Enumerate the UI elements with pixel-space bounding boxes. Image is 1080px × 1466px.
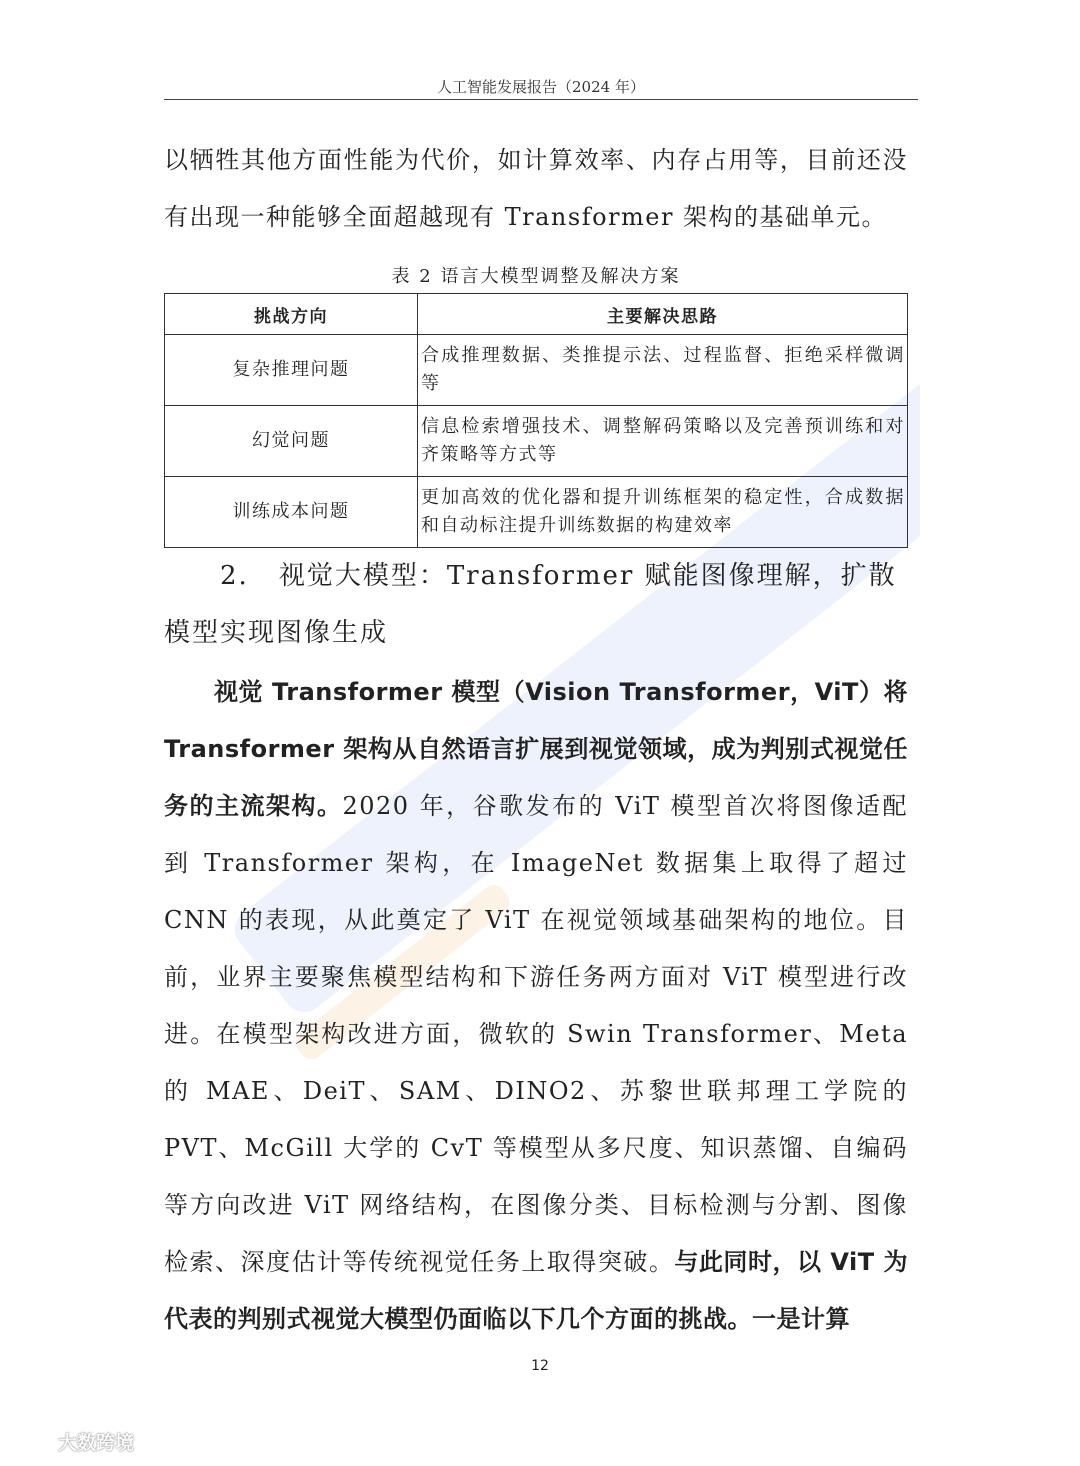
page-number: 12 (531, 1358, 549, 1374)
solution-cell: 信息检索增强技术、调整解码策略以及完善预训练和对齐策略等方式等 (418, 406, 908, 477)
table-row (165, 477, 908, 548)
footer-watermark (10, 1428, 134, 1455)
body-paragraph (164, 664, 908, 1348)
table-caption: 表 2 语言大模型调整及解决方案 (391, 266, 681, 287)
table-row (165, 406, 908, 477)
challenge-cell: 幻觉问题 (165, 406, 418, 477)
table-header-row (165, 294, 908, 335)
column-header: 主要解决思路 (418, 294, 908, 335)
watermark-text: 大数跨境 (58, 1432, 135, 1454)
section-title: 视觉大模型：Transformer 赋能图像理解，扩散模型实现图像生成 (164, 561, 897, 648)
header-rule (164, 99, 918, 100)
challenge-cell: 复杂推理问题 (165, 335, 418, 406)
challenge-cell: 训练成本问题 (165, 477, 418, 548)
body-text: 2020 年，谷歌发布的 ViT 模型首次将图像适配到 Transformer 架构，在 ImageNet 数据集上取得了超过 CNN 的表现，从此奠定了 ViT 在视觉领域基础架构的地位。目前，业界主要聚焦模型结构和下游任务两方面对 ViT 模型进行改进。在模型架构改进方面，微软的 Swin Transformer、Meta 的 MAE、DeiT、SAM、DINO2、苏黎世联邦理工学院的 PVT、McGill 大学的 CvT 等模型从多尺度、知识蒸馏、自编码等方向改进 ViT 网络结构，在图像分类、目标检测与分割、图像检索、深度估计等传统视觉任务上取得突破。 (164, 792, 908, 1276)
cloud-logo-icon (10, 1431, 54, 1453)
bold-tail-sentence: 与此同时，以 ViT 为代表的判别式视觉大模型仍面临以下几个方面的挑战。一是计算 (164, 1248, 909, 1333)
column-header: 挑战方向 (165, 294, 418, 335)
solution-cell: 更加高效的优化器和提升训练框架的稳定性，合成数据和自动标注提升训练数据的构建效率 (418, 477, 908, 548)
solution-cell: 合成推理数据、类推提示法、过程监督、拒绝采样微调等 (418, 335, 908, 406)
table-row (165, 335, 908, 406)
solutions-table (164, 293, 908, 548)
section-heading (164, 548, 908, 662)
intro-paragraph: 以牺牲其他方面性能为代价，如计算效率、内存占用等，目前还没有出现一种能够全面超越现有 Transformer 架构的基础单元。 (164, 146, 908, 231)
running-header: 人工智能发展报告（2024 年） (437, 78, 645, 96)
section-number: 2. (220, 561, 249, 591)
bold-lead-sentence: 视觉 Transformer 模型（Vision Transformer，ViT）将 Transformer 架构从自然语言扩展到视觉领域，成为判别式视觉任务的主流架构。 (164, 678, 908, 820)
